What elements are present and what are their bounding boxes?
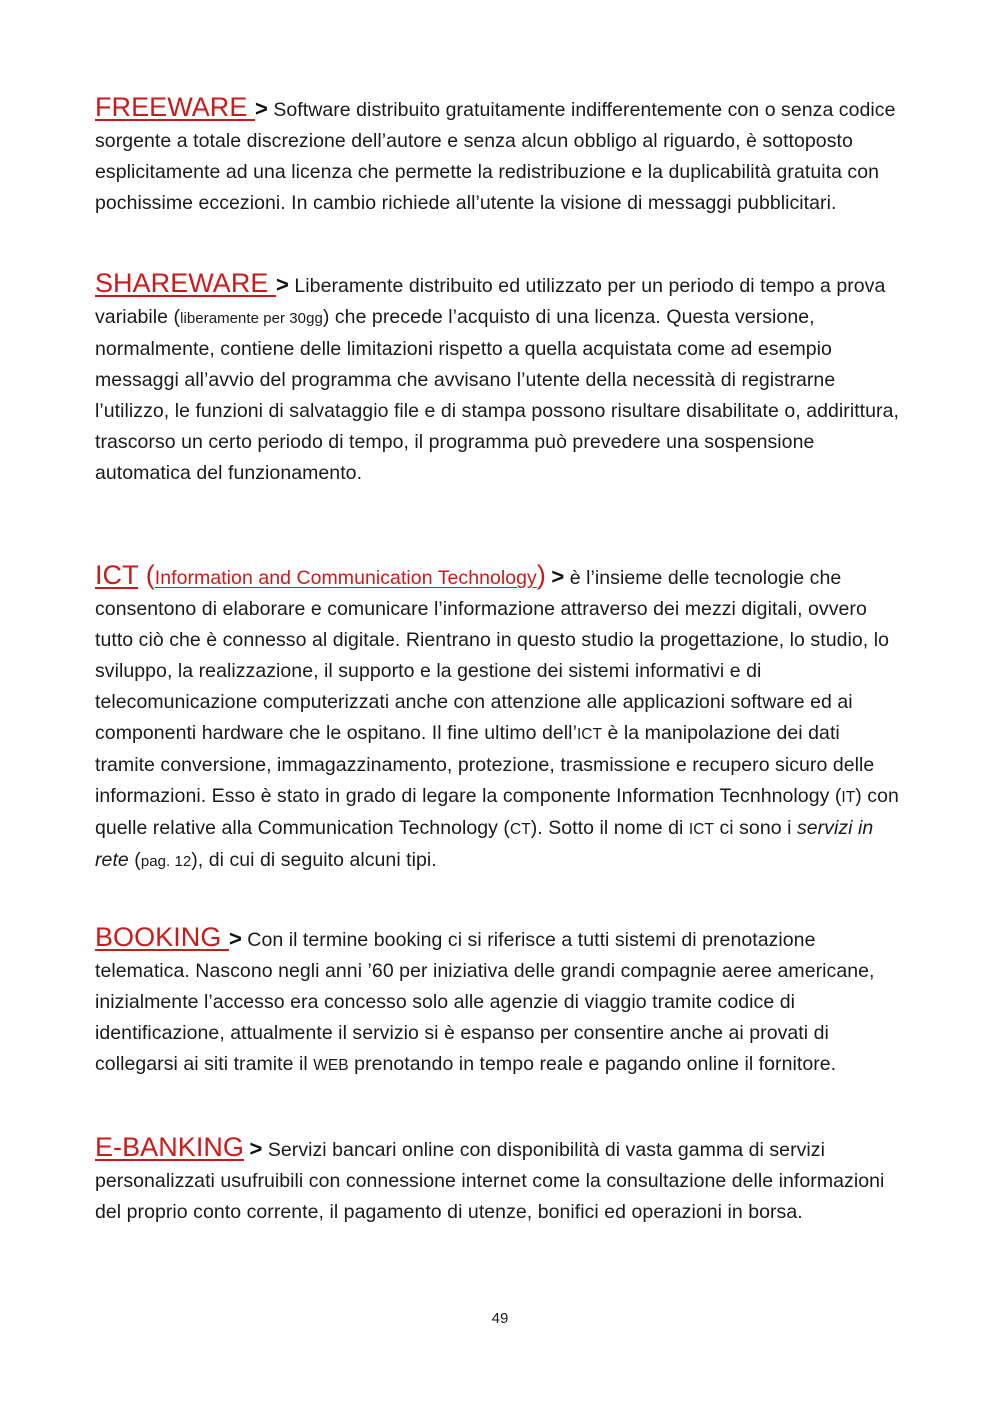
definition-text: ( — [128, 849, 141, 871]
definition-text: ) con quelle relative alla Communication Technology ( — [95, 785, 899, 839]
entry-freeware — [95, 92, 905, 219]
arrow-marker: > — [276, 272, 289, 297]
arrow-marker: > — [228, 926, 242, 951]
entry-shareware — [95, 268, 905, 489]
definition-text: ), di cui di seguito alcuni tipi. — [191, 849, 437, 871]
definition-text: Liberamente distribuito ed utilizzato per un periodo di tempo a prova variabile ( — [95, 275, 886, 328]
term-shareware: SHAREWARE — [95, 268, 277, 298]
definition-text: è l’insieme delle tecnologie che consentono di elaborare e comunicare l’informazione attraverso dei mezzi digitali, ovvero tutto ciò che è connesso al digitale. Rientrano in questo studio la progettazione, lo studio, lo sviluppo, la realizzazione, il supporto e la gestione dei sistemi informativi e di telecomunicazione computerizzati anche con attenzione alle applicazioni software ed ai componenti hardware che le ospitano. Il fine ultimo dell’ — [95, 567, 889, 744]
definition-text: Software distribuito gratuitamente indifferentemente con o senza codice sorgente a totale discrezione dell’autore e senza alcun obbligo al riguardo, è sottoposto esplicitamente ad una licenza che permette la redistribuzione e la duplicabilità gratuita con pochissime eccezioni. In cambio richiede all’utente la visione di messaggi pubblicitari. — [95, 99, 896, 214]
definition-text: è la manipolazione dei dati tramite conversione, immagazzinamento, protezione, trasmissione e recupero sicuro delle informazioni. Esso è stato in grado di legare la componente Information Tecnhnology ( — [95, 722, 875, 807]
definition-text: ci sono i — [714, 817, 797, 839]
abbr-web: WEB — [313, 1057, 349, 1074]
paren-close: ) — [536, 560, 546, 590]
arrow-marker: > — [249, 1136, 263, 1161]
term-freeware: FREEWARE — [95, 92, 255, 122]
entry-ict — [95, 560, 905, 877]
definition-text: prenotando in tempo reale e pagando online il fornitore. — [348, 1053, 837, 1075]
entry-ebanking — [95, 1132, 905, 1228]
definition-text: Con il termine booking ci si riferisce a tutti sistemi di prenotazione telematica. Nascono negli anni ’60 per iniziativa delle grandi compagnie aeree americane, inizialmente l’accesso era concesso solo alle agenzie di viaggio tramite codice di identificazione, attualmente il servizio si è espanso per consentire anche ai provati di collegarsi ai siti tramite il — [95, 929, 875, 1075]
page-reference: pag. 12 — [140, 853, 192, 870]
term-booking: BOOKING — [95, 922, 229, 952]
definition-text: Servizi bancari online con disponibilità di vasta gamma di servizi personalizzati usufruibili con connessione internet come la consultazione delle informazioni del proprio conto corrente, il pagamento di utenze, bonifici ed operazioni in borsa. — [95, 1139, 885, 1223]
page-number: 49 — [491, 1310, 509, 1327]
abbr-it: IT — [841, 789, 856, 806]
term-ict: ICT — [95, 560, 139, 590]
note-text: liberamente per 30gg — [180, 310, 323, 327]
definition-text: ) che precede l’acquisto di una licenza. Questa versione, normalmente, contiene delle limitazioni rispetto a quella acquistata come ad esempio messaggi all’avvio del programma che avvisano l’utente della necessità di registrarne l’utilizzo, le funzioni di salvataggio file e di stampa possono risultare disabilitate o, addirittura, trascorso un certo periodo di tempo, il programma può prevedere una sospensione automatica del funzionamento. — [95, 306, 899, 484]
abbr-ict: ICT — [576, 726, 603, 743]
abbr-ict: ICT — [688, 821, 715, 838]
arrow-marker: > — [254, 96, 268, 121]
italic-text: servizi in rete — [95, 817, 874, 871]
abbr-ct: CT — [509, 821, 531, 838]
term-ebanking: E-BANKING — [95, 1132, 244, 1162]
ict-expansion: Information and Communication Technology — [154, 567, 537, 589]
definition-text: ). Sotto il nome di — [530, 817, 689, 839]
entry-booking — [95, 922, 905, 1081]
paren-open: ( — [138, 560, 155, 590]
arrow-marker: > — [551, 564, 565, 589]
